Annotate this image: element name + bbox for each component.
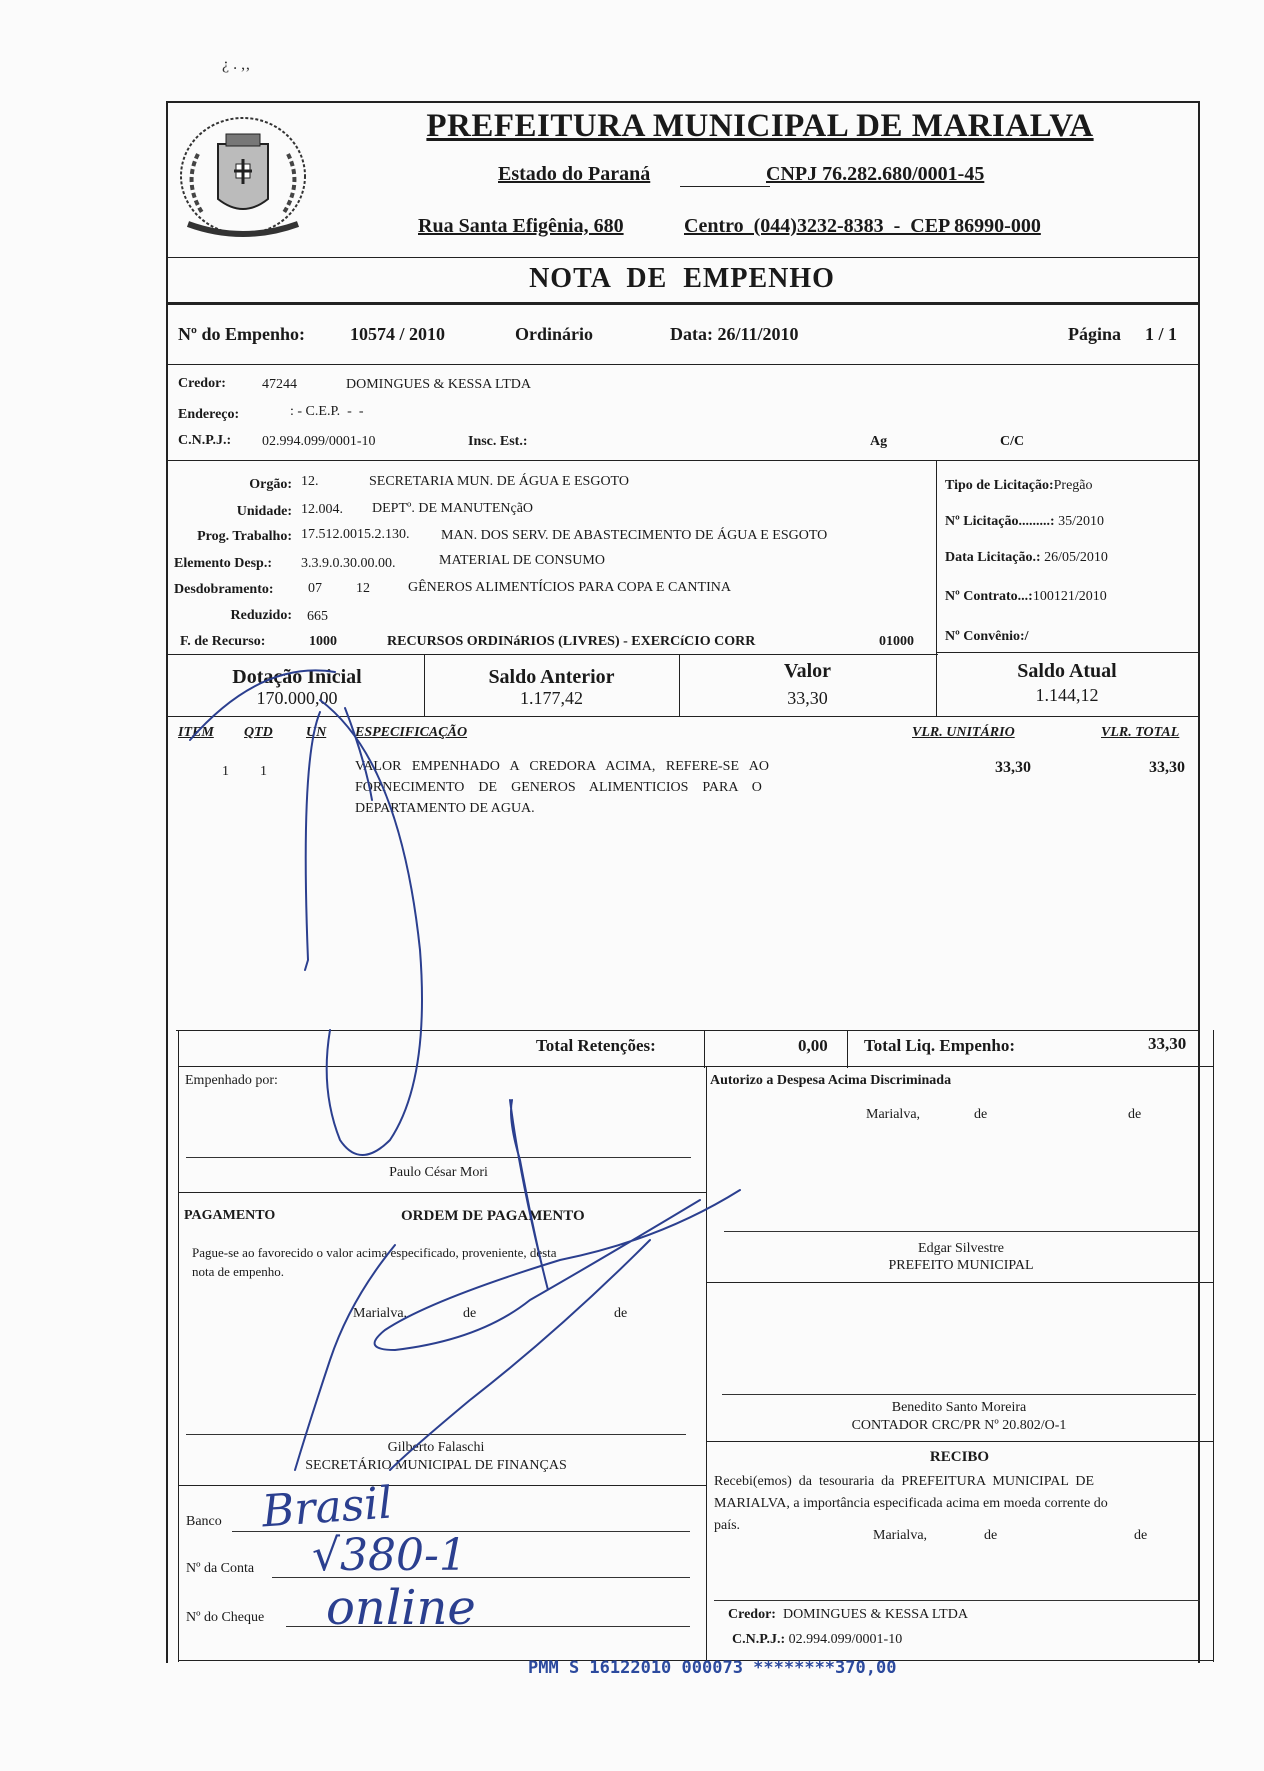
- total-retencoes-label: Total Retenções:: [536, 1036, 656, 1055]
- elemento-desc: MATERIAL DE CONSUMO: [439, 553, 605, 568]
- recibo-de1: de: [984, 1528, 998, 1543]
- recurso-code: 1000: [309, 634, 337, 649]
- autorizo-de1: de: [974, 1107, 988, 1122]
- accountant-name: Benedito Santo Moreira: [891, 1400, 1027, 1415]
- row-spec-line2: FORNECIMENTO DE GENEROS ALIMENTICIOS PARA O: [355, 780, 762, 795]
- recibo-line1: Recebi(emos) da tesouraria da PREFEITURA MUNICIPAL DE: [714, 1474, 1095, 1489]
- saldo-anterior-label: Saldo Anterior: [488, 666, 615, 688]
- total-retencoes-value: 0,00: [798, 1036, 828, 1055]
- pagamento-city: Marialva,: [353, 1306, 408, 1321]
- pagamento-de1: de: [463, 1306, 477, 1321]
- row-qtd: 1: [260, 764, 267, 779]
- cnpj-value: 02.994.099/0001-10: [262, 434, 376, 449]
- page-number: 1 / 1: [1145, 324, 1178, 344]
- ordem-pagamento-label: ORDEM DE PAGAMENTO: [401, 1208, 585, 1224]
- row-spec-line1: VALOR EMPENHADO A CREDORA ACIMA, REFERE-SE AO: [355, 759, 769, 774]
- conta-handwritten: √380-1: [312, 1530, 467, 1581]
- row-vlr-total: 33,30: [1149, 759, 1185, 776]
- orgao-desc: SECRETARIA MUN. DE ÁGUA E ESGOTO: [369, 474, 629, 489]
- num-licitacao: Nº Licitação.........: 35/2010: [945, 514, 1104, 529]
- secretario-name: Gilberto Falaschi: [387, 1440, 485, 1455]
- pagamento-de2: de: [614, 1306, 628, 1321]
- unidade-code: 12.004.: [301, 502, 343, 517]
- empenhado-name: Paulo César Mori: [389, 1165, 488, 1180]
- recibo-line2: MARIALVA, a importância especificada acima em moeda corrente do: [714, 1496, 1108, 1511]
- pagamento-text-line1: Pague-se ao favorecido o valor acima especificado, proveniente, desta: [192, 1245, 557, 1260]
- items-header-vlr-unit: VLR. UNITÁRIO: [912, 725, 1015, 740]
- reduzido-value: 665: [307, 609, 328, 624]
- items-header-item: ITEM: [178, 725, 214, 740]
- cheque-label: Nº do Cheque: [186, 1610, 265, 1625]
- elemento-label: Elemento Desp.:: [174, 556, 272, 571]
- desdobramento-label: Desdobramento:: [174, 582, 274, 597]
- empenho-number-label: Nº do Empenho:: [178, 324, 305, 344]
- ag-label: Ag: [870, 434, 888, 449]
- saldo-atual-label: Saldo Atual: [1017, 660, 1117, 682]
- empenho-date: Data: 26/11/2010: [670, 324, 799, 344]
- empenho-number: 10574 / 2010: [350, 324, 446, 344]
- recurso-num: 01000: [879, 634, 914, 649]
- pagamento-label: PAGAMENTO: [184, 1208, 276, 1223]
- valor-value: 33,30: [787, 688, 828, 708]
- autorizo-label: Autorizo a Despesa Acima Discriminada: [710, 1073, 952, 1088]
- pagamento-text-line2: nota de empenho.: [192, 1264, 285, 1279]
- unidade-desc: DEPTº. DE MANUTENçãO: [372, 501, 534, 516]
- items-header-un: UN: [306, 725, 327, 740]
- cnpj-label: C.N.P.J.:: [178, 433, 232, 448]
- orgao-label: Orgão:: [249, 477, 292, 492]
- num-convenio: Nº Convênio:/: [945, 629, 1029, 644]
- desdobramento-desc: GÊNEROS ALIMENTÍCIOS PARA COPA E CANTINA: [408, 580, 731, 595]
- prog-trabalho-code: 17.512.0015.2.130.: [301, 527, 410, 542]
- orgao-code: 12.: [301, 474, 319, 489]
- address-label: Endereço:: [178, 407, 240, 422]
- cc-label: C/C: [1000, 434, 1025, 449]
- total-liq-label: Total Liq. Empenho:: [864, 1036, 1015, 1055]
- dotacao-label: Dotação Inicial: [232, 666, 362, 688]
- reduzido-label: Reduzido:: [230, 608, 292, 623]
- credor-code: 47244: [262, 377, 297, 392]
- insc-est-label: Insc. Est.:: [468, 434, 528, 449]
- autorizo-city: Marialva,: [866, 1107, 921, 1122]
- valor-label: Valor: [783, 660, 832, 682]
- municipality-title: PREFEITURA MUNICIPAL DE MARIALVA: [426, 108, 1094, 144]
- mayor-name: Edgar Silvestre: [918, 1241, 1004, 1256]
- document-title: NOTA DE EMPENHO: [529, 263, 835, 294]
- recibo-de2: de: [1134, 1528, 1148, 1543]
- total-liq-value: 33,30: [1148, 1034, 1187, 1053]
- empenho-type: Ordinário: [515, 324, 594, 344]
- recibo-credor: Credor: DOMINGUES & KESSA LTDA: [728, 1607, 968, 1622]
- recibo-line3: país.: [714, 1518, 741, 1533]
- top-scribble: ¿ . ,‚: [222, 56, 251, 73]
- items-header-vlr-total: VLR. TOTAL: [1101, 725, 1180, 740]
- recurso-desc: RECURSOS ORDINáRIOS (LIVRES) - EXERCíCIO CORR: [387, 634, 756, 649]
- recibo-title: RECIBO: [929, 1449, 990, 1465]
- mayor-title: PREFEITO MUNICIPAL: [888, 1258, 1034, 1273]
- unidade-label: Unidade:: [236, 504, 292, 519]
- row-item: 1: [222, 764, 229, 779]
- street-address: Rua Santa Efigênia, 680: [418, 215, 624, 237]
- municipal-crest-icon: [168, 104, 318, 254]
- desdobramento-code2: 12: [356, 581, 370, 596]
- items-header-qtd: QTD: [244, 725, 273, 740]
- prog-trabalho-desc: MAN. DOS SERV. DE ABASTECIMENTO DE ÁGUA E ESGOTO: [441, 528, 828, 543]
- saldo-atual-value: 1.144,12: [1035, 685, 1099, 705]
- recurso-label: F. de Recurso:: [180, 634, 266, 649]
- conta-label: Nº da Conta: [186, 1561, 255, 1576]
- data-licitacao: Data Licitação.: 26/05/2010: [945, 550, 1108, 565]
- num-contrato: Nº Contrato...:100121/2010: [945, 589, 1107, 604]
- row-spec-line3: DEPARTAMENTO DE AGUA.: [355, 801, 535, 816]
- credor-name: DOMINGUES & KESSA LTDA: [346, 377, 532, 392]
- cnpj-header: CNPJ 76.282.680/0001-45: [766, 163, 985, 185]
- credor-label: Credor:: [178, 376, 226, 391]
- empenhado-label: Empenhado por:: [185, 1073, 278, 1088]
- mechanical-stamp: PMM S 16122010 000073 ********370,00: [528, 1658, 897, 1678]
- row-vlr-unit: 33,30: [995, 759, 1031, 776]
- elemento-code: 3.3.9.0.30.00.00.: [301, 556, 396, 571]
- state-label: Estado do Paraná: [498, 163, 651, 185]
- desdobramento-code1: 07: [308, 581, 322, 596]
- secretario-title: SECRETÁRIO MUNICIPAL DE FINANÇAS: [305, 1458, 567, 1473]
- prog-trabalho-label: Prog. Trabalho:: [197, 529, 292, 544]
- autorizo-de2: de: [1128, 1107, 1142, 1122]
- page-label: Página: [1068, 324, 1122, 344]
- saldo-anterior-value: 1.177,42: [520, 688, 583, 708]
- recibo-cnpj: C.N.P.J.: 02.994.099/0001-10: [732, 1632, 903, 1647]
- items-header-spec: ESPECIFICAÇÃO: [355, 725, 468, 740]
- banco-handwritten: Brasil: [260, 1477, 394, 1538]
- cheque-handwritten: online: [326, 1580, 476, 1636]
- tipo-licitacao: Tipo de Licitação:Pregão: [945, 478, 1093, 493]
- address-value: : - C.E.P. - -: [290, 404, 364, 419]
- dotacao-value: 170.000,00: [256, 688, 338, 708]
- address-contact: Centro (044)3232-8383 - CEP 86990-000: [684, 215, 1041, 237]
- banco-label: Banco: [186, 1514, 222, 1529]
- accountant-title: CONTADOR CRC/PR Nº 20.802/O-1: [851, 1418, 1067, 1433]
- recibo-city: Marialva,: [873, 1528, 928, 1543]
